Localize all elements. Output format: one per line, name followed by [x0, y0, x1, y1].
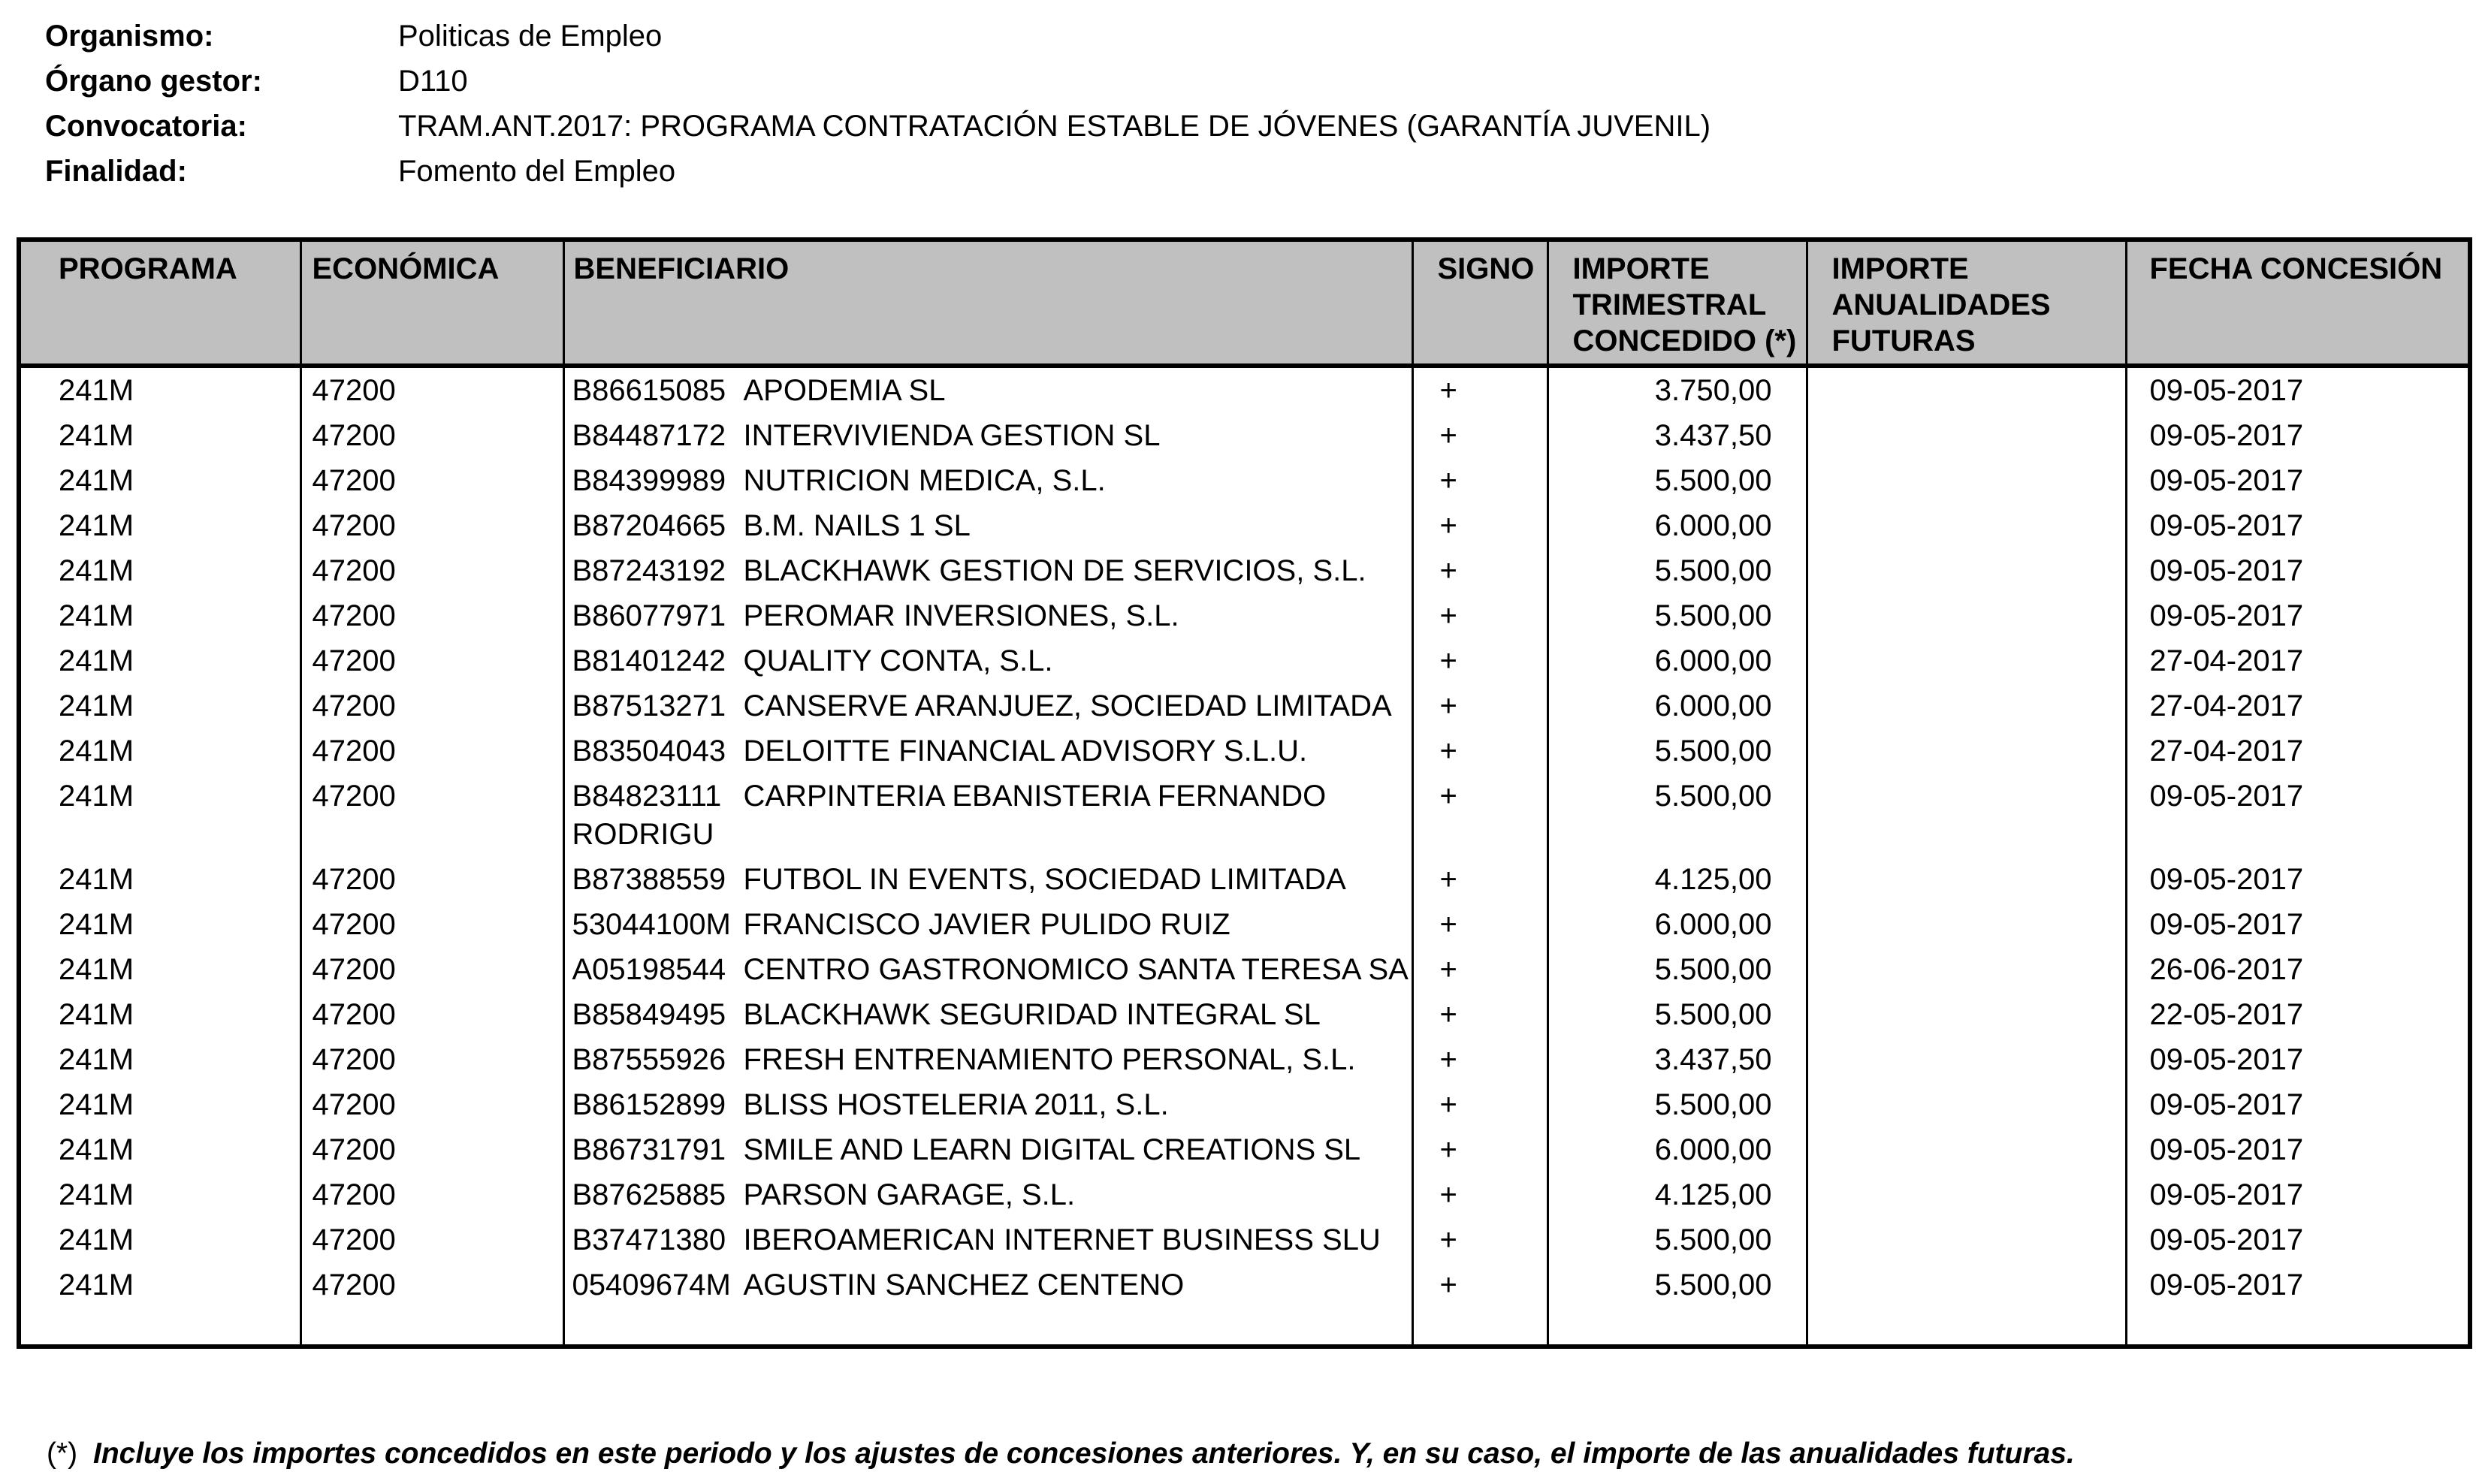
meta-value: D110	[398, 65, 468, 98]
beneficiario-id: B83504043	[572, 734, 726, 768]
beneficiario-cell	[563, 458, 1412, 503]
importe-anualidades-cell	[1807, 1172, 2126, 1217]
beneficiario-nombre: CENTRO GASTRONOMICO SANTA TERESA SA	[743, 953, 1409, 986]
beneficiario-nombre: APODEMIA SL	[743, 374, 946, 407]
table-header	[19, 240, 2470, 366]
meta-label: Órgano gestor:	[45, 65, 262, 98]
economica-cell: 47200	[300, 774, 563, 857]
economica-cell: 47200	[300, 1127, 563, 1172]
economica-cell: 47200	[300, 1262, 563, 1308]
economica-cell: 47200	[300, 1172, 563, 1217]
programa-cell: 241M	[59, 734, 134, 768]
signo-cell: +	[1412, 458, 1547, 503]
importe-trimestral-cell: 6.000,00	[1547, 1127, 1807, 1172]
meta-value: Politicas de Empleo	[398, 20, 663, 53]
beneficiario-nombre: PEROMAR INVERSIONES, S.L.	[743, 599, 1179, 632]
fecha-concesion-cell: 09-05-2017	[2126, 548, 2470, 593]
fecha-concesion-cell: 09-05-2017	[2126, 458, 2470, 503]
column-header-beneficiario: BENEFICIARIO	[563, 240, 1412, 366]
economica-cell: 47200	[300, 503, 563, 548]
table-row	[19, 683, 2470, 728]
beneficiario-nombre: IBEROAMERICAN INTERNET BUSINESS SLU	[743, 1223, 1381, 1256]
programa-cell: 241M	[59, 419, 134, 452]
importe-trimestral-cell: 4.125,00	[1547, 857, 1807, 902]
beneficiario-nombre: FRESH ENTRENAMIENTO PERSONAL, S.L.	[743, 1043, 1356, 1076]
beneficiario-cell	[563, 1082, 1412, 1127]
beneficiario-cell	[563, 413, 1412, 458]
footnote	[47, 1436, 2075, 1472]
table-row	[19, 1082, 2470, 1127]
importe-anualidades-cell	[1807, 728, 2126, 774]
table-row	[19, 503, 2470, 548]
importe-anualidades-cell	[1807, 902, 2126, 947]
economica-cell: 47200	[300, 1037, 563, 1082]
beneficiario-nombre: SMILE AND LEARN DIGITAL CREATIONS SL	[743, 1133, 1361, 1166]
beneficiario-id: B87388559	[572, 863, 726, 896]
economica-cell: 47200	[300, 683, 563, 728]
table-row	[19, 947, 2470, 992]
programa-cell: 241M	[59, 998, 134, 1031]
signo-cell: +	[1412, 638, 1547, 683]
beneficiario-cell	[563, 638, 1412, 683]
programa-cell: 241M	[59, 644, 134, 677]
signo-cell: +	[1412, 857, 1547, 902]
economica-cell: 47200	[300, 902, 563, 947]
fecha-concesion-cell: 09-05-2017	[2126, 413, 2470, 458]
programa-cell: 241M	[59, 374, 134, 407]
programa-cell: 241M	[59, 1043, 134, 1076]
signo-cell: +	[1412, 947, 1547, 992]
table-row	[19, 366, 2470, 413]
signo-cell: +	[1412, 1127, 1547, 1172]
column-header-fecha-concesion: FECHA CONCESIÓN	[2126, 240, 2470, 366]
importe-trimestral-cell: 5.500,00	[1547, 548, 1807, 593]
beneficiario-nombre: INTERVIVIENDA GESTION SL	[743, 419, 1161, 452]
beneficiario-cell	[563, 366, 1412, 413]
beneficiario-id: B84399989	[572, 464, 726, 497]
fecha-concesion-cell: 22-05-2017	[2126, 992, 2470, 1037]
beneficiario-id: A05198544	[572, 953, 726, 986]
signo-cell: +	[1412, 1217, 1547, 1262]
beneficiario-id: B87204665	[572, 509, 726, 542]
fecha-concesion-cell: 09-05-2017	[2126, 1172, 2470, 1217]
table-row	[19, 638, 2470, 683]
beneficiario-cell	[563, 947, 1412, 992]
fecha-concesion-cell: 09-05-2017	[2126, 902, 2470, 947]
signo-cell: +	[1412, 992, 1547, 1037]
meta-label: Organismo:	[45, 20, 214, 53]
beneficiario-cell	[563, 728, 1412, 774]
signo-cell: +	[1412, 683, 1547, 728]
beneficiario-nombre: NUTRICION MEDICA, S.L.	[743, 464, 1106, 497]
table-row	[19, 1172, 2470, 1217]
importe-anualidades-cell	[1807, 366, 2126, 413]
beneficiario-nombre: BLACKHAWK SEGURIDAD INTEGRAL SL	[743, 998, 1321, 1031]
importe-anualidades-cell	[1807, 503, 2126, 548]
meta-row-organismo	[45, 20, 1711, 65]
beneficiario-cell	[563, 683, 1412, 728]
programa-cell: 241M	[59, 953, 134, 986]
economica-cell: 47200	[300, 458, 563, 503]
meta-value: Fomento del Empleo	[398, 155, 676, 188]
programa-cell: 241M	[59, 1088, 134, 1121]
column-header-programa: PROGRAMA	[19, 240, 300, 366]
signo-cell: +	[1412, 728, 1547, 774]
signo-cell: +	[1412, 1262, 1547, 1308]
signo-cell: +	[1412, 1172, 1547, 1217]
importe-trimestral-cell: 3.437,50	[1547, 413, 1807, 458]
importe-trimestral-cell: 5.500,00	[1547, 992, 1807, 1037]
spacer-row	[19, 1308, 2470, 1347]
economica-cell: 47200	[300, 857, 563, 902]
importe-trimestral-cell: 5.500,00	[1547, 947, 1807, 992]
beneficiario-id: B86152899	[572, 1088, 726, 1121]
table-row	[19, 1037, 2470, 1082]
beneficiario-nombre: BLACKHAWK GESTION DE SERVICIOS, S.L.	[743, 554, 1366, 587]
fecha-concesion-cell: 27-04-2017	[2126, 728, 2470, 774]
importe-trimestral-cell: 5.500,00	[1547, 458, 1807, 503]
importe-trimestral-cell: 5.500,00	[1547, 1262, 1807, 1308]
spacer-cell	[563, 1308, 1412, 1347]
programa-cell: 241M	[59, 599, 134, 632]
beneficiario-id: 05409674M	[572, 1268, 731, 1302]
beneficiario-id: B84823111	[572, 780, 722, 813]
importe-trimestral-cell: 4.125,00	[1547, 1172, 1807, 1217]
importe-anualidades-cell	[1807, 413, 2126, 458]
programa-cell: 241M	[59, 554, 134, 587]
meta-row-finalidad	[45, 155, 1711, 200]
signo-cell: +	[1412, 902, 1547, 947]
fecha-concesion-cell: 09-05-2017	[2126, 366, 2470, 413]
beneficiario-id: B87625885	[572, 1178, 726, 1211]
beneficiario-cell	[563, 992, 1412, 1037]
beneficiario-id: B85849495	[572, 998, 726, 1031]
spacer-cell	[19, 1308, 300, 1347]
importe-trimestral-cell: 6.000,00	[1547, 902, 1807, 947]
economica-cell: 47200	[300, 992, 563, 1037]
importe-anualidades-cell	[1807, 1037, 2126, 1082]
importe-anualidades-cell	[1807, 683, 2126, 728]
table-body	[19, 366, 2470, 1347]
importe-trimestral-cell: 5.500,00	[1547, 728, 1807, 774]
importe-anualidades-cell	[1807, 774, 2126, 857]
fecha-concesion-cell: 09-05-2017	[2126, 857, 2470, 902]
importe-trimestral-cell: 6.000,00	[1547, 503, 1807, 548]
spacer-cell	[2126, 1308, 2470, 1347]
beneficiario-nombre: AGUSTIN SANCHEZ CENTENO	[743, 1268, 1185, 1302]
importe-anualidades-cell	[1807, 1082, 2126, 1127]
economica-cell: 47200	[300, 1217, 563, 1262]
grants-table	[17, 237, 2472, 1349]
economica-cell: 47200	[300, 413, 563, 458]
table-row	[19, 413, 2470, 458]
beneficiario-cell	[563, 774, 1412, 857]
programa-cell: 241M	[59, 863, 134, 896]
importe-anualidades-cell	[1807, 992, 2126, 1037]
importe-anualidades-cell	[1807, 458, 2126, 503]
importe-trimestral-cell: 5.500,00	[1547, 774, 1807, 857]
table-row	[19, 992, 2470, 1037]
programa-cell: 241M	[59, 509, 134, 542]
meta-label: Convocatoria:	[45, 110, 247, 143]
importe-trimestral-cell: 3.437,50	[1547, 1037, 1807, 1082]
column-header-signo: SIGNO	[1412, 240, 1547, 366]
column-header-importe-anualidades: IMPORTE ANUALIDADES FUTURAS	[1807, 240, 2126, 366]
importe-anualidades-cell	[1807, 593, 2126, 638]
fecha-concesion-cell: 26-06-2017	[2126, 947, 2470, 992]
beneficiario-cell	[563, 857, 1412, 902]
table-row	[19, 857, 2470, 902]
beneficiario-id: B87513271	[572, 689, 726, 722]
footnote-marker: (*)	[47, 1437, 78, 1470]
economica-cell: 47200	[300, 638, 563, 683]
footnote-text: Incluye los importes concedidos en este periodo y los ajustes de concesiones anteriores. Y, en su caso, el importe de las anualidades futuras.	[93, 1437, 2075, 1470]
beneficiario-id: B86077971	[572, 599, 726, 632]
importe-trimestral-cell: 6.000,00	[1547, 683, 1807, 728]
beneficiario-id: B37471380	[572, 1223, 726, 1256]
programa-cell: 241M	[59, 1268, 134, 1302]
importe-anualidades-cell	[1807, 638, 2126, 683]
beneficiario-cell	[563, 593, 1412, 638]
beneficiario-nombre: QUALITY CONTA, S.L.	[743, 644, 1053, 677]
column-header-importe-trimestral: IMPORTE TRIMESTRAL CONCEDIDO (*)	[1547, 240, 1807, 366]
signo-cell: +	[1412, 503, 1547, 548]
beneficiario-cell	[563, 902, 1412, 947]
beneficiario-id: B87243192	[572, 554, 726, 587]
meta-row-organo-gestor	[45, 65, 1711, 110]
signo-cell: +	[1412, 366, 1547, 413]
beneficiario-cell	[563, 1262, 1412, 1308]
fecha-concesion-cell: 09-05-2017	[2126, 1262, 2470, 1308]
economica-cell: 47200	[300, 728, 563, 774]
table-row	[19, 728, 2470, 774]
fecha-concesion-cell: 09-05-2017	[2126, 1217, 2470, 1262]
column-header-economica: ECONÓMICA	[300, 240, 563, 366]
document-metadata	[45, 20, 1711, 200]
beneficiario-id: 53044100M	[572, 908, 731, 941]
beneficiario-nombre: FRANCISCO JAVIER PULIDO RUIZ	[743, 908, 1230, 941]
programa-cell: 241M	[59, 780, 134, 813]
signo-cell: +	[1412, 548, 1547, 593]
beneficiario-nombre: BLISS HOSTELERIA 2011, S.L.	[743, 1088, 1169, 1121]
spacer-cell	[1807, 1308, 2126, 1347]
beneficiario-id: B86615085	[572, 374, 726, 407]
beneficiario-nombre: FUTBOL IN EVENTS, SOCIEDAD LIMITADA	[743, 863, 1346, 896]
programa-cell: 241M	[59, 1178, 134, 1211]
beneficiario-nombre: B.M. NAILS 1 SL	[743, 509, 971, 542]
beneficiario-id: B86731791	[572, 1133, 726, 1166]
importe-trimestral-cell: 3.750,00	[1547, 366, 1807, 413]
beneficiario-nombre: PARSON GARAGE, S.L.	[743, 1178, 1076, 1211]
table-row	[19, 458, 2470, 503]
economica-cell: 47200	[300, 366, 563, 413]
fecha-concesion-cell: 09-05-2017	[2126, 774, 2470, 857]
economica-cell: 47200	[300, 593, 563, 638]
economica-cell: 47200	[300, 1082, 563, 1127]
beneficiario-cell	[563, 1217, 1412, 1262]
signo-cell: +	[1412, 413, 1547, 458]
beneficiario-cell	[563, 548, 1412, 593]
table-header-row	[19, 240, 2470, 366]
programa-cell: 241M	[59, 689, 134, 722]
table-row	[19, 1127, 2470, 1172]
importe-anualidades-cell	[1807, 1127, 2126, 1172]
importe-anualidades-cell	[1807, 548, 2126, 593]
fecha-concesion-cell: 09-05-2017	[2126, 593, 2470, 638]
beneficiario-cell	[563, 1172, 1412, 1217]
importe-trimestral-cell: 5.500,00	[1547, 593, 1807, 638]
importe-anualidades-cell	[1807, 857, 2126, 902]
meta-row-convocatoria	[45, 110, 1711, 155]
table-row	[19, 593, 2470, 638]
fecha-concesion-cell: 09-05-2017	[2126, 503, 2470, 548]
spacer-cell	[300, 1308, 563, 1347]
importe-trimestral-cell: 6.000,00	[1547, 638, 1807, 683]
beneficiario-nombre: CARPINTERIA EBANISTERIA FERNANDO RODRIGU	[572, 780, 1327, 851]
table-row	[19, 1217, 2470, 1262]
signo-cell: +	[1412, 1082, 1547, 1127]
beneficiario-id: B81401242	[572, 644, 726, 677]
importe-anualidades-cell	[1807, 1262, 2126, 1308]
signo-cell: +	[1412, 774, 1547, 857]
spacer-cell	[1412, 1308, 1547, 1347]
spacer-cell	[1547, 1308, 1807, 1347]
beneficiario-cell	[563, 1037, 1412, 1082]
importe-trimestral-cell: 5.500,00	[1547, 1082, 1807, 1127]
table-row	[19, 1262, 2470, 1308]
fecha-concesion-cell: 09-05-2017	[2126, 1082, 2470, 1127]
importe-anualidades-cell	[1807, 1217, 2126, 1262]
meta-label: Finalidad:	[45, 155, 187, 188]
beneficiario-cell	[563, 503, 1412, 548]
fecha-concesion-cell: 27-04-2017	[2126, 638, 2470, 683]
beneficiario-nombre: CANSERVE ARANJUEZ, SOCIEDAD LIMITADA	[743, 689, 1392, 722]
fecha-concesion-cell: 09-05-2017	[2126, 1037, 2470, 1082]
programa-cell: 241M	[59, 1133, 134, 1166]
fecha-concesion-cell: 09-05-2017	[2126, 1127, 2470, 1172]
programa-cell: 241M	[59, 464, 134, 497]
importe-anualidades-cell	[1807, 947, 2126, 992]
beneficiario-nombre: DELOITTE FINANCIAL ADVISORY S.L.U.	[743, 734, 1308, 768]
importe-trimestral-cell: 5.500,00	[1547, 1217, 1807, 1262]
economica-cell: 47200	[300, 548, 563, 593]
programa-cell: 241M	[59, 1223, 134, 1256]
table-row	[19, 774, 2470, 857]
economica-cell: 47200	[300, 947, 563, 992]
beneficiario-cell	[563, 1127, 1412, 1172]
beneficiario-id: B87555926	[572, 1043, 726, 1076]
signo-cell: +	[1412, 593, 1547, 638]
meta-value: TRAM.ANT.2017: PROGRAMA CONTRATACIÓN ESTABLE DE JÓVENES (GARANTÍA JUVENIL)	[398, 110, 1711, 143]
table-row	[19, 902, 2470, 947]
beneficiario-id: B84487172	[572, 419, 726, 452]
fecha-concesion-cell: 27-04-2017	[2126, 683, 2470, 728]
table-row	[19, 548, 2470, 593]
programa-cell: 241M	[59, 908, 134, 941]
signo-cell: +	[1412, 1037, 1547, 1082]
